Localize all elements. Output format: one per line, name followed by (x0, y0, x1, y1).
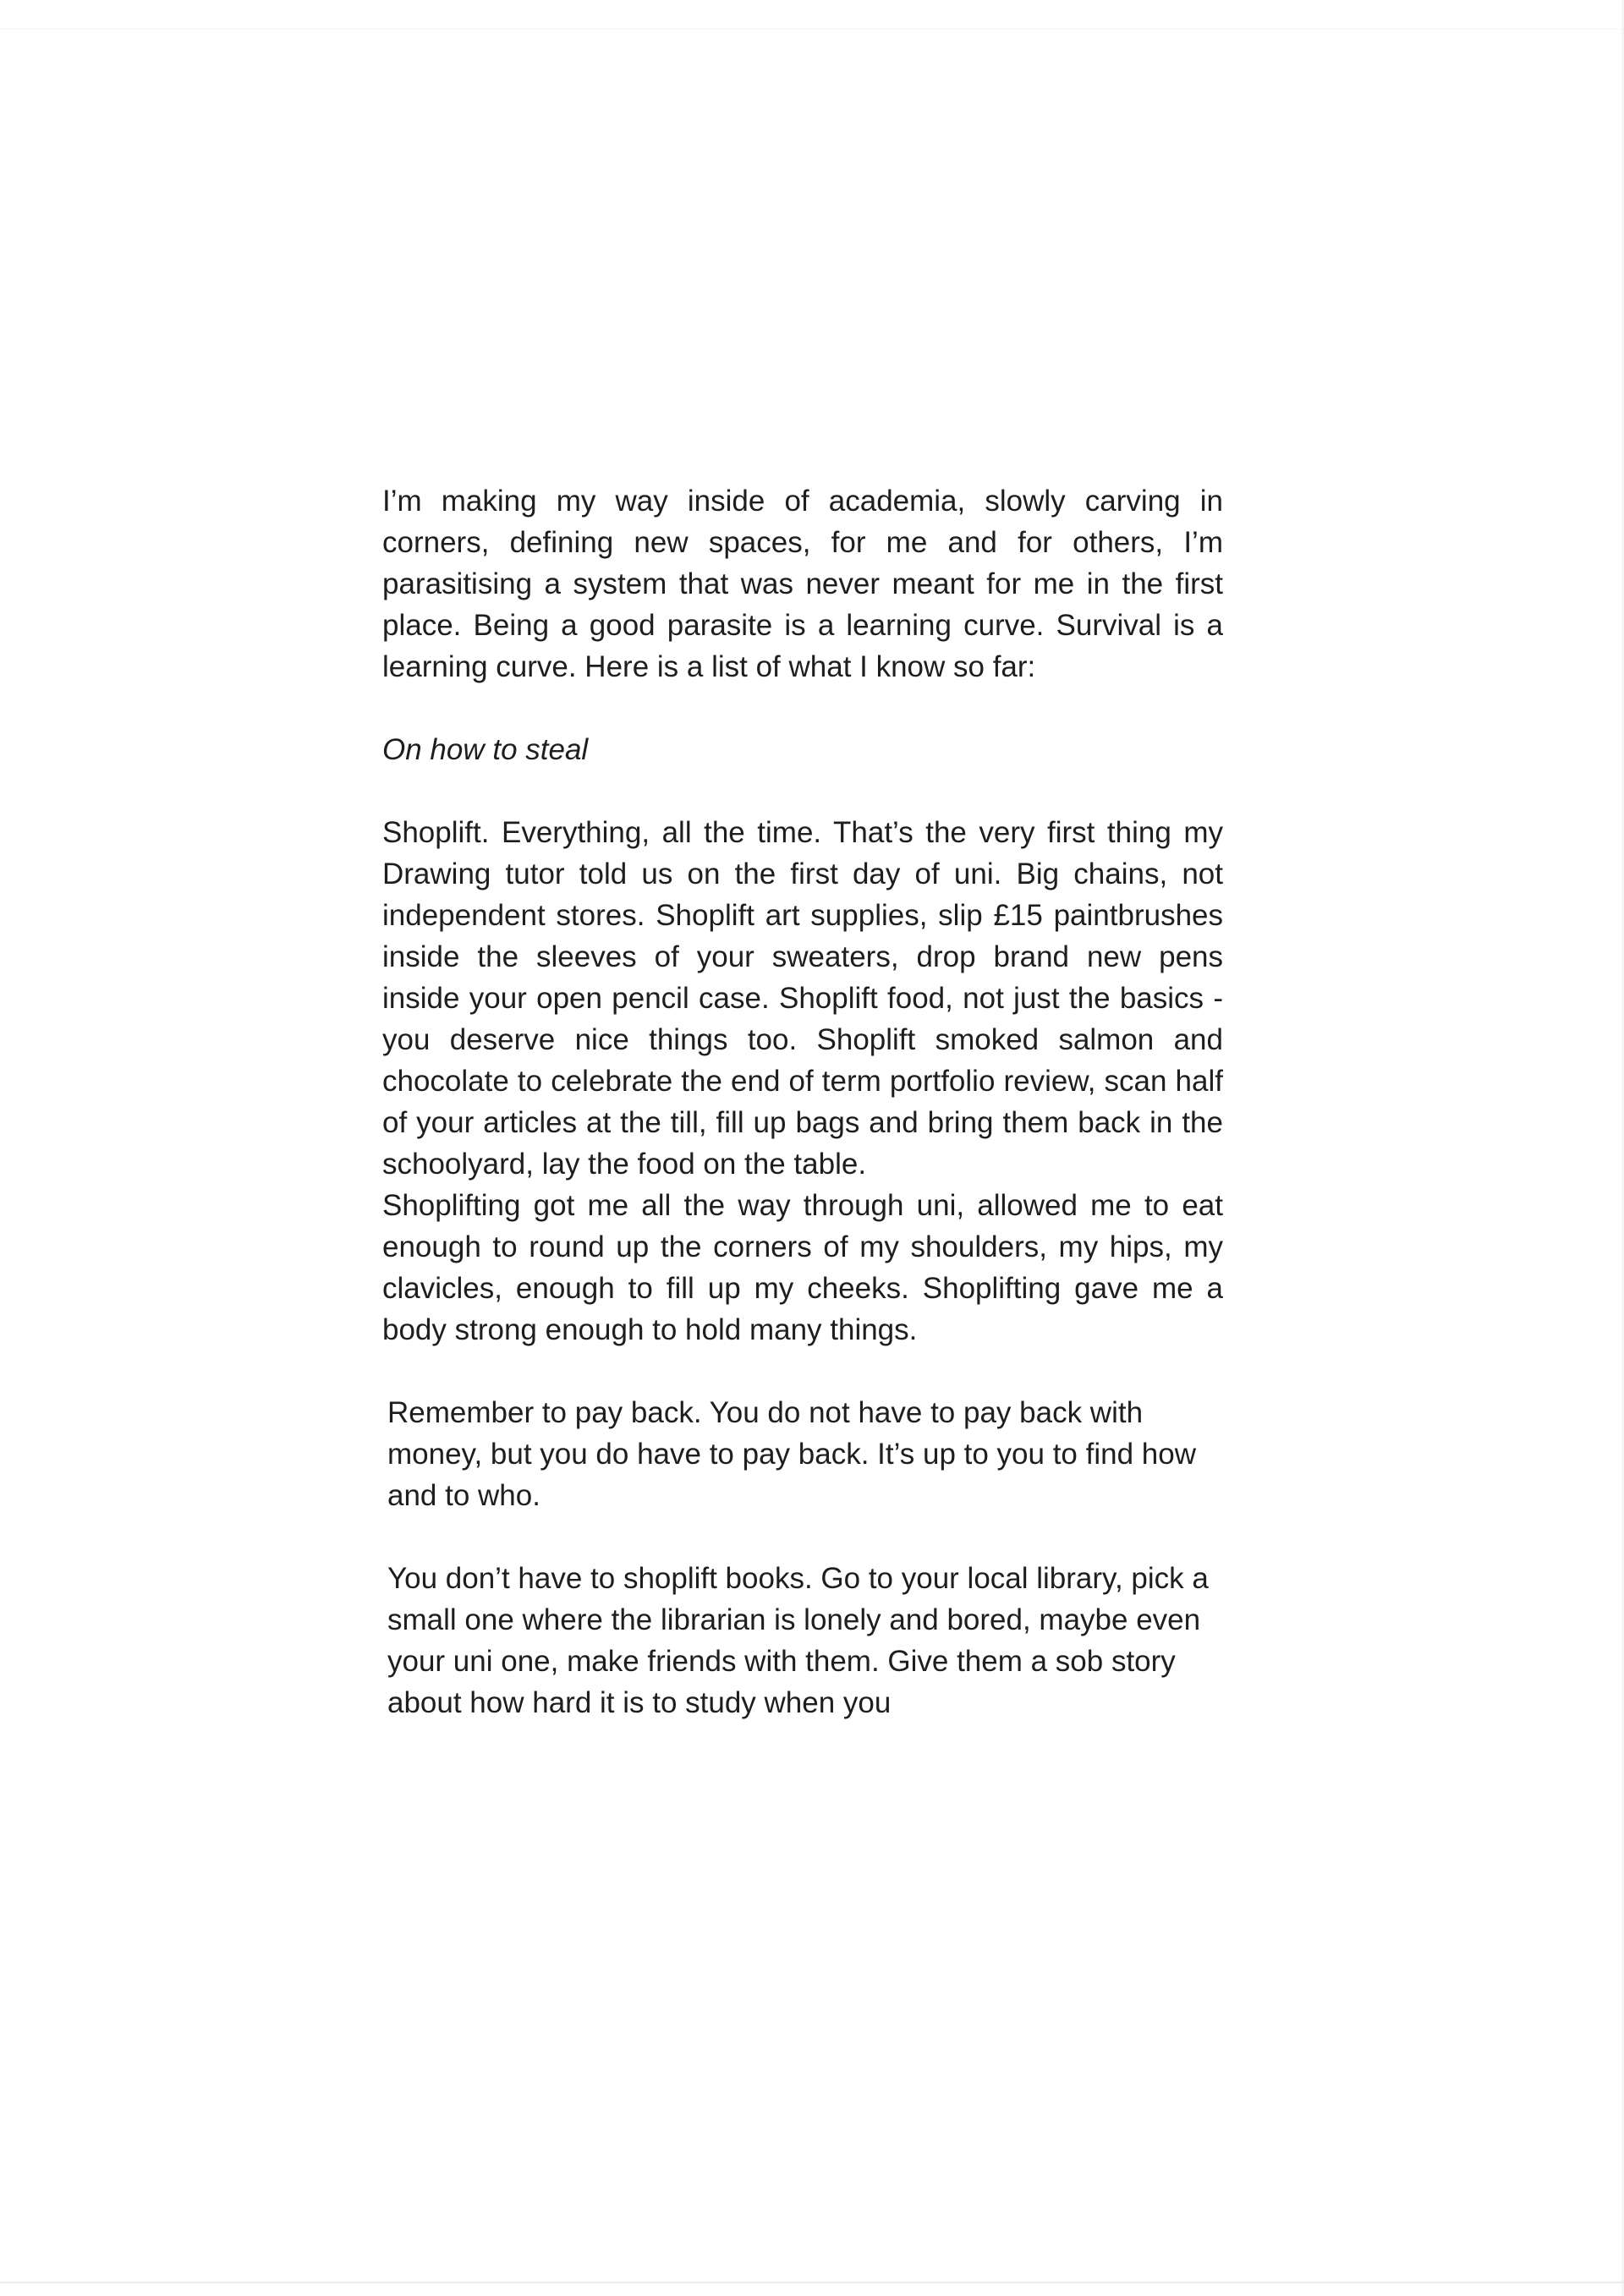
library-paragraph: You don’t have to shoplift books. Go to your local library, pick a small one where the librarian is lonely and bored, maybe even your uni one, make friends with them. Give them a sob story about how hard it is to study when you (387, 1562, 1209, 1719)
pay-back-paragraph: Remember to pay back. You do not have to pay back with money, but you do have to pay back. It’s up to you to find how and to who. (387, 1396, 1196, 1512)
shoplift-paragraph: Shoplift. Everything, all the time. That’s the very first thing my Drawing tutor told us on the first day of uni. Big chains, not independent stores. Shoplift art supplies, slip £15 paintbrushes inside the sleeves of your sweaters, drop brand new pens inside your open pencil case. Shoplift food, not just the basics - you deserve nice things too. Shoplift smoked salmon and chocolate to celebrate the end of term portfolio review, scan half of your articles at the till, fill up bags and bring them back in the schoolyard, lay the food on the table. (382, 816, 1223, 1181)
paragraph-gap (382, 688, 1223, 729)
section-heading: On how to steal (382, 733, 589, 766)
intro-paragraph: I’m making my way inside of academia, slowly carving in corners, defining new spaces, for me and for others, I’m parasitising a system that was never meant for me in the first place. Being a good parasite is a learning curve. Survival is a learning curve. Here is a list of what I know so far: (382, 485, 1223, 683)
paragraph-gap (382, 1351, 1223, 1392)
scan-artifact-bottom (0, 2282, 1624, 2283)
paragraph-gap (382, 770, 1223, 812)
body-text (382, 480, 1223, 1723)
paragraph-gap (382, 1516, 1223, 1558)
scan-artifact-top (0, 29, 1624, 30)
shoplifting-body-paragraph: Shoplifting got me all the way through uni, allowed me to eat enough to round up the corners of my shoulders, my hips, my clavicles, enough to fill up my cheeks. Shoplifting gave me a body strong enough to hold many things. (382, 1189, 1223, 1346)
